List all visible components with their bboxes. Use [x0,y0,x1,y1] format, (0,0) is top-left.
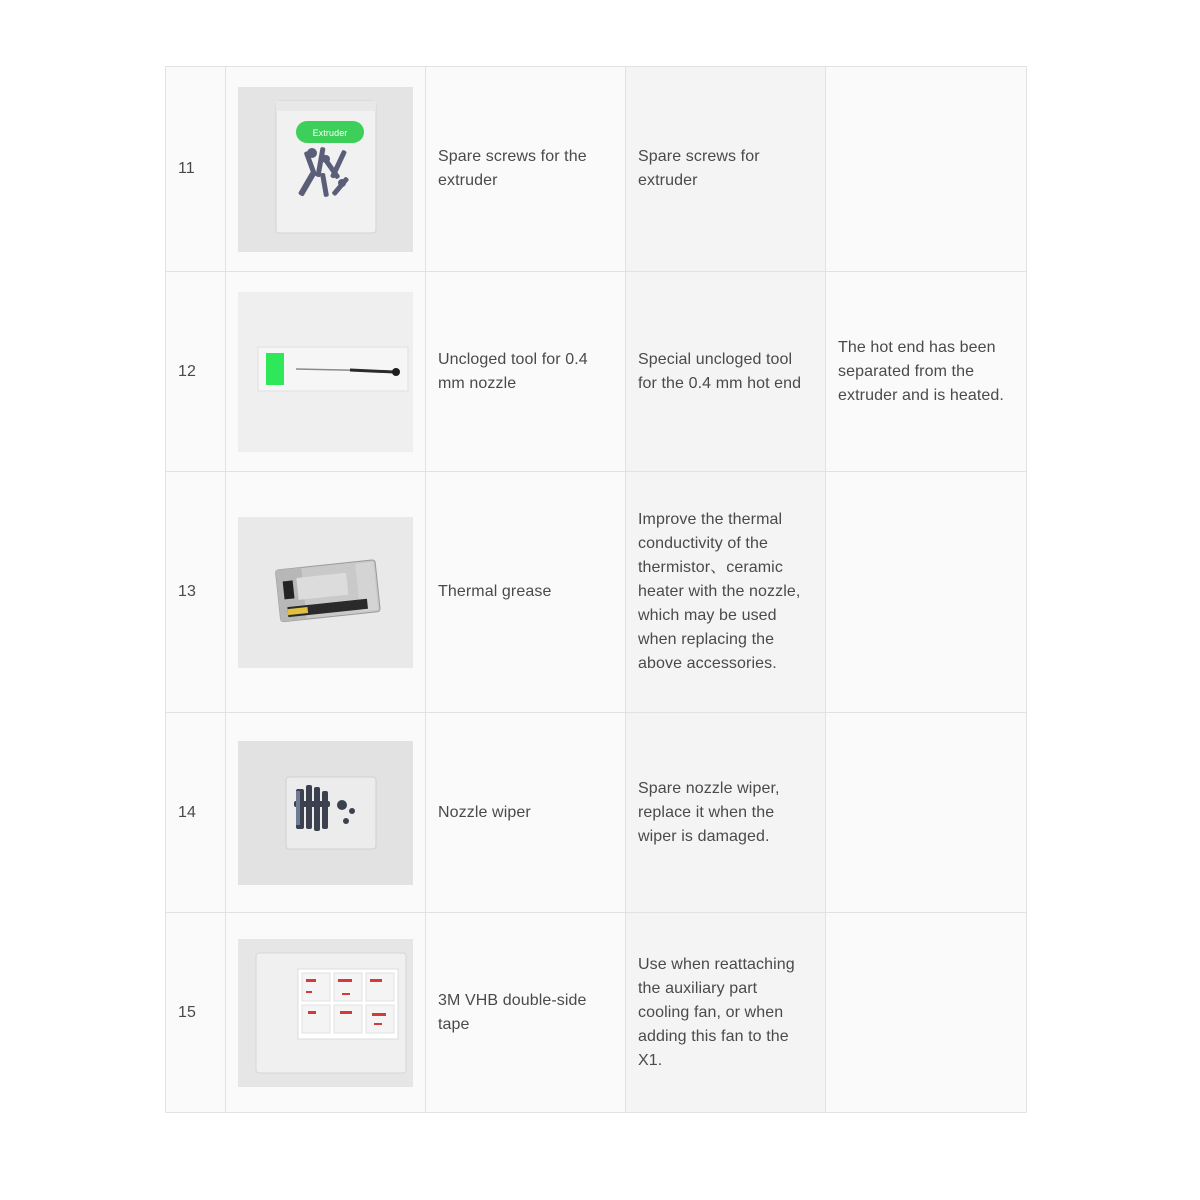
item-name: Spare screws for the extruder [426,67,626,272]
item-function: Use when reattaching the auxiliary part cooling fan, or when adding this fan to the X1. [626,913,826,1113]
table-row [166,67,1027,272]
item-number: 13 [166,472,226,713]
nozzle-wiper-photo [238,741,413,885]
item-name: Thermal grease [426,472,626,713]
item-image-cell [226,67,426,272]
screw-bag-photo [238,87,413,252]
item-note [826,713,1027,913]
item-number: 12 [166,272,226,472]
item-number: 11 [166,67,226,272]
item-note [826,67,1027,272]
table-row [166,913,1027,1113]
item-note [826,913,1027,1113]
item-image-cell [226,272,426,472]
table-row [166,472,1027,713]
item-note [826,472,1027,713]
unclog-tool-photo [238,292,413,452]
item-function: Special uncloged tool for the 0.4 mm hot end [626,272,826,472]
table-row [166,272,1027,472]
item-name: Nozzle wiper [426,713,626,913]
bag-label-text: Extruder [312,127,348,138]
table-row [166,713,1027,913]
item-name: 3M VHB double-side tape [426,913,626,1113]
accessories-table [165,66,1027,1113]
item-image-cell [226,713,426,913]
item-number: 14 [166,713,226,913]
item-image-cell [226,913,426,1113]
item-function: Spare nozzle wiper, replace it when the wiper is damaged. [626,713,826,913]
item-image-cell [226,472,426,713]
vhb-tape-photo [238,939,413,1087]
thermal-grease-photo [238,517,413,668]
item-function: Spare screws for extruder [626,67,826,272]
item-note: The hot end has been separated from the extruder and is heated. [826,272,1027,472]
item-function: Improve the thermal conductivity of the thermistor、ceramic heater with the nozzle, which may be used when replacing the above accessories. [626,472,826,713]
item-name: Uncloged tool for 0.4 mm nozzle [426,272,626,472]
item-number: 15 [166,913,226,1113]
